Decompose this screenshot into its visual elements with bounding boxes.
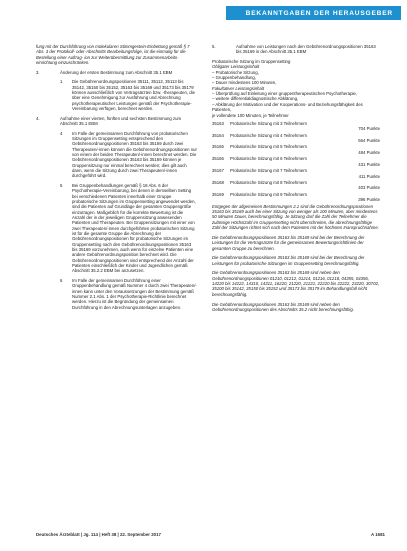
- page-number: A 1681: [371, 532, 385, 537]
- intro-paragraph: fung mit der Durchführung von molekularen Stimmgestein-Einbettung gemäß § 7 Abs. 3 der Protokoll- oder-Abschnitts Bearbeitungsfolge, ist die einmalig für die Bestellung einer Auftrag- ion zur Weiterübermittlung zur Zusammenarbeits- einrichtung einzuschränken.: [36, 44, 190, 66]
- optional-line: – Überprüfung auf Einleitung einer gruppentherapeutischen Psychotherapie,: [212, 91, 357, 97]
- fee-position: [212, 133, 380, 144]
- note-paragraph: Entgegen der allgemeinen Bestimmungen 2.1 sind die Gebührenordnungspositionen 35163 bis 35169 auch bei einer Sitzung von weniger als 100 Minuten, aber mindestens 50 Minuten Dauer, berechnungsfähig. Je Sitzung darf die Zahl der Teilnehmer die zulässige Höchstzahl im Gruppensetting nicht überschreiten, die abrechnungsfähige Zahl der Sitzungen richtet sich nach dem Patienten mit der höchsten Inanspruchnahme.: [212, 203, 379, 231]
- fee-text: Probatorische Sitzung mit 7 Teilnehmern: [230, 168, 308, 174]
- fee-position: [212, 168, 380, 179]
- fee-text: Probatorische Sitzung mit 9 Teilnehmern: [230, 191, 308, 197]
- section-4-item: [60, 278, 197, 310]
- fee-position: [212, 156, 380, 167]
- optional-heading: Fakultativer Leistungsinhalt: [212, 85, 265, 91]
- fee-points: 704 Punkte: [358, 126, 380, 131]
- section-4-item-text: Bei Gruppenbehandlungen gemäß § 18 Abs. 6 der Psychotherapie-Vereinbarung, bei denen in demselben Setting bei verschiedenen Patienten innerhalb einer Gruppe probatorische Sitzungen im Gruppensetting angewendet werden, sind die Patienten auf Grundlage der gesamten Gruppengröße einzutragen. Maßgeblich für die korrekte Bewertung ist die Anzahl der in der jeweiligen Gruppensitzung anwesenden Patienten und Therapeuten. Bei Gruppensitzungen mit einer von zwei Therapeuten/-innen durchgeführten probatorischen Sitzung ist für die gesamte Gruppe die Abrechnung der Gebührenordnungspositionen für probatorische Sitzungen im Gruppensetting nach den Gebührenordnungspositionen 35163 bis 35169 vorzunehmen, auch wenn für einzelne Patienten eine andere Gebührenordnungsposition berechnet wird. Die Gebührenordnungspositionen sind entsprechend der Anzahl der Patienten einschließlich der Kinder und Jugendlichen gemäß Abschnitt 35.2.2 EBM bei anzusetzen.: [72, 182, 196, 274]
- section-4-item-number: 6: [60, 277, 63, 283]
- fee-text: Probatorische Sitzung mit 6 Teilnehmern: [230, 156, 308, 162]
- fee-text: Probatorische Sitzung mit 3 Teilnehmern: [230, 120, 308, 126]
- optional-line: – Abklärung der Motivation und der Kooperations- und Beziehungsfähigkeit des Patienten,: [212, 101, 363, 113]
- section-header-title: BEKANNTGABEN DER HERAUSGEBER: [245, 9, 393, 17]
- obligatory-heading: Obligater Leistungsinhalt: [212, 64, 260, 70]
- section-4-item-text: Im Falle der gemeinsamen Durchführung von probatorischen Sitzungen im Gruppensetting entsprechend den Gebührenordnungspositionen 35163 bis 35169 durch zwei Therapeuten/-innen können die Gebührenordnungspositionen nur von einem der beiden Therapeuten/-innen berechnet werden. Die Gebührenordnungspositionen 35163 bis 35169 können je Gruppensitzung nur einmal berechnet werden; dies gilt auch dann, wenn die Sitzung durch zwei Therapeuten/-innen durchgeführt wird.: [72, 130, 197, 179]
- section-4-item-number: 5: [60, 182, 63, 188]
- fee-text: Probatorische Sitzung mit 8 Teilnehmern: [230, 180, 308, 186]
- journal-citation: Deutsches Ärzteblatt | Jg. 114 | Heft 38 | 22. September 2017: [36, 532, 161, 537]
- section-3-heading: Änderung der ersten Bestimmung zum Abschnitt 35.1 EBM: [60, 69, 173, 75]
- fee-points: 431 Punkte: [358, 161, 380, 167]
- section-5: [212, 44, 380, 55]
- fee-code: 35166: [212, 156, 224, 162]
- section-5-number: 5.: [212, 44, 216, 49]
- fee-points: 564 Punkte: [358, 137, 380, 143]
- fee-code: 35164: [212, 132, 224, 138]
- section-3-item-text: Die Gebührenordnungspositionen 35111, 35112, 35113 bis 35142, 35150 bis 35152, 35163 bis 35169 und 35173 bis 35179 können ausschließlich von Vertragsärzten bzw. -therapeuten, die über eine Genehmigung zur Ausführung und Abrechnung psychotherapeutischer Leistungen gemäß der Psychotherapie-Vereinbarung verfügen, berechnet werden.: [72, 79, 196, 112]
- optional-tail: je vollendete 100 Minuten, je Teilnehmer: [212, 112, 289, 118]
- fee-position: [212, 180, 380, 191]
- section-3-number: 3.: [36, 69, 40, 75]
- notes: [212, 204, 380, 312]
- note-paragraph: Die Gebührenordnungspositionen 35163 bis 35169 sind bei der Berechnung der Leistungen für probatorische Sitzungen im Gruppensetting berechnungsfähig.: [212, 255, 365, 266]
- section-5-heading: Aufnahme von Leistungen nach den Gebührenordnungspositionen 35163 bis 35169 in den Abschnitt 35.1 EBM: [236, 44, 376, 55]
- fee-code: 35167: [212, 168, 224, 174]
- section-4-heading: Aufnahme einer vierten, fünften und sechsten Bestimmung zum Abschnitt 35.1 EBM: [60, 115, 182, 127]
- section-3-item-number: 1: [60, 79, 63, 85]
- fee-position: [212, 121, 380, 132]
- right-column: [212, 44, 380, 317]
- optional-line: – weitere differentialdiagnostische Abklärung,: [212, 96, 299, 102]
- fee-positions: [212, 121, 380, 203]
- fee-points: 396 Punkte: [358, 197, 380, 203]
- left-column: [36, 44, 197, 314]
- fee-code: 35169: [212, 191, 224, 197]
- note-paragraph: Die Gebührenordnungspositionen 35163 bis 35169 sind bei der Berechnung der Leistungen für die Vertragsärzte für die gemeinsamen Bewertungsrichtlinien der gesamten Gruppe zu berechnen.: [212, 234, 365, 251]
- fee-points: 411 Punkte: [358, 173, 380, 179]
- fee-position: [212, 192, 380, 203]
- section-3-item: [60, 79, 197, 111]
- obligatory-line: – Gruppenbehandlung,: [212, 75, 256, 81]
- note-paragraph: Die Gebührenordnungspositionen 35163 bis 35169 sind neben den Gebührenordnungspositionen 01210, 01212, 01214, 01216, 01218, 04355, 04356, 14220 bis 14222, 14310, 14311, 16220, 21220, 21221, 22220 bis 22222, 23220, 30702, 35100 bis 35142, 35150 bis 35152 und 35173 bis 35179 im Behandlungsfall nicht berechnungsfähig.: [212, 270, 380, 297]
- obligatory-line: – Probatorische Sitzung,: [212, 69, 259, 75]
- fee-text: Probatorische Sitzung mit 5 Teilnehmern: [230, 144, 308, 150]
- section-4-item-text: Im Falle der gemeinsamen Durchführung einer Gruppenbehandlung gemäß Nummer 4 durch zwei Therapeuten/-innen kann unter den Voraussetzungen der Bestimmung gemäß Nummer 2.1 Abs. 1 der Psychotherapie-Richtlinie berechnet werden. Hierzu ist die Begründung der gemeinsamen Durchführung in den Abrechnungsunterlagen anzugeben.: [72, 277, 197, 310]
- fee-position: [212, 144, 380, 155]
- section-4-item-number: 4: [60, 130, 63, 136]
- section-4-number: 4.: [36, 115, 40, 121]
- fee-code: 35163: [212, 120, 224, 126]
- note-paragraph: Die Gebührenordnungspositionen 35163 bis 35169 sind neben den Gebührenordnungspositionen des Abschnitts 35.2 nicht berechnungsfähig.: [212, 301, 354, 312]
- section-4-item: [60, 183, 197, 274]
- service-description: [212, 59, 380, 118]
- service-title: Probatorische Sitzung im Gruppensetting: [212, 59, 291, 65]
- section-4-item: [60, 131, 197, 179]
- fee-points: 403 Punkte: [358, 185, 380, 191]
- fee-text: Probatorische Sitzung mit 4 Teilnehmern: [230, 132, 308, 138]
- section-header-band: [226, 6, 401, 20]
- obligatory-line: – Dauer mindestens 100 Minuten,: [212, 80, 277, 86]
- section-4: [36, 116, 197, 310]
- section-3: [36, 70, 197, 112]
- page-footer: [36, 532, 385, 537]
- fee-points: 484 Punkte: [358, 149, 380, 155]
- fee-code: 35168: [212, 180, 224, 186]
- fee-code: 35165: [212, 144, 224, 150]
